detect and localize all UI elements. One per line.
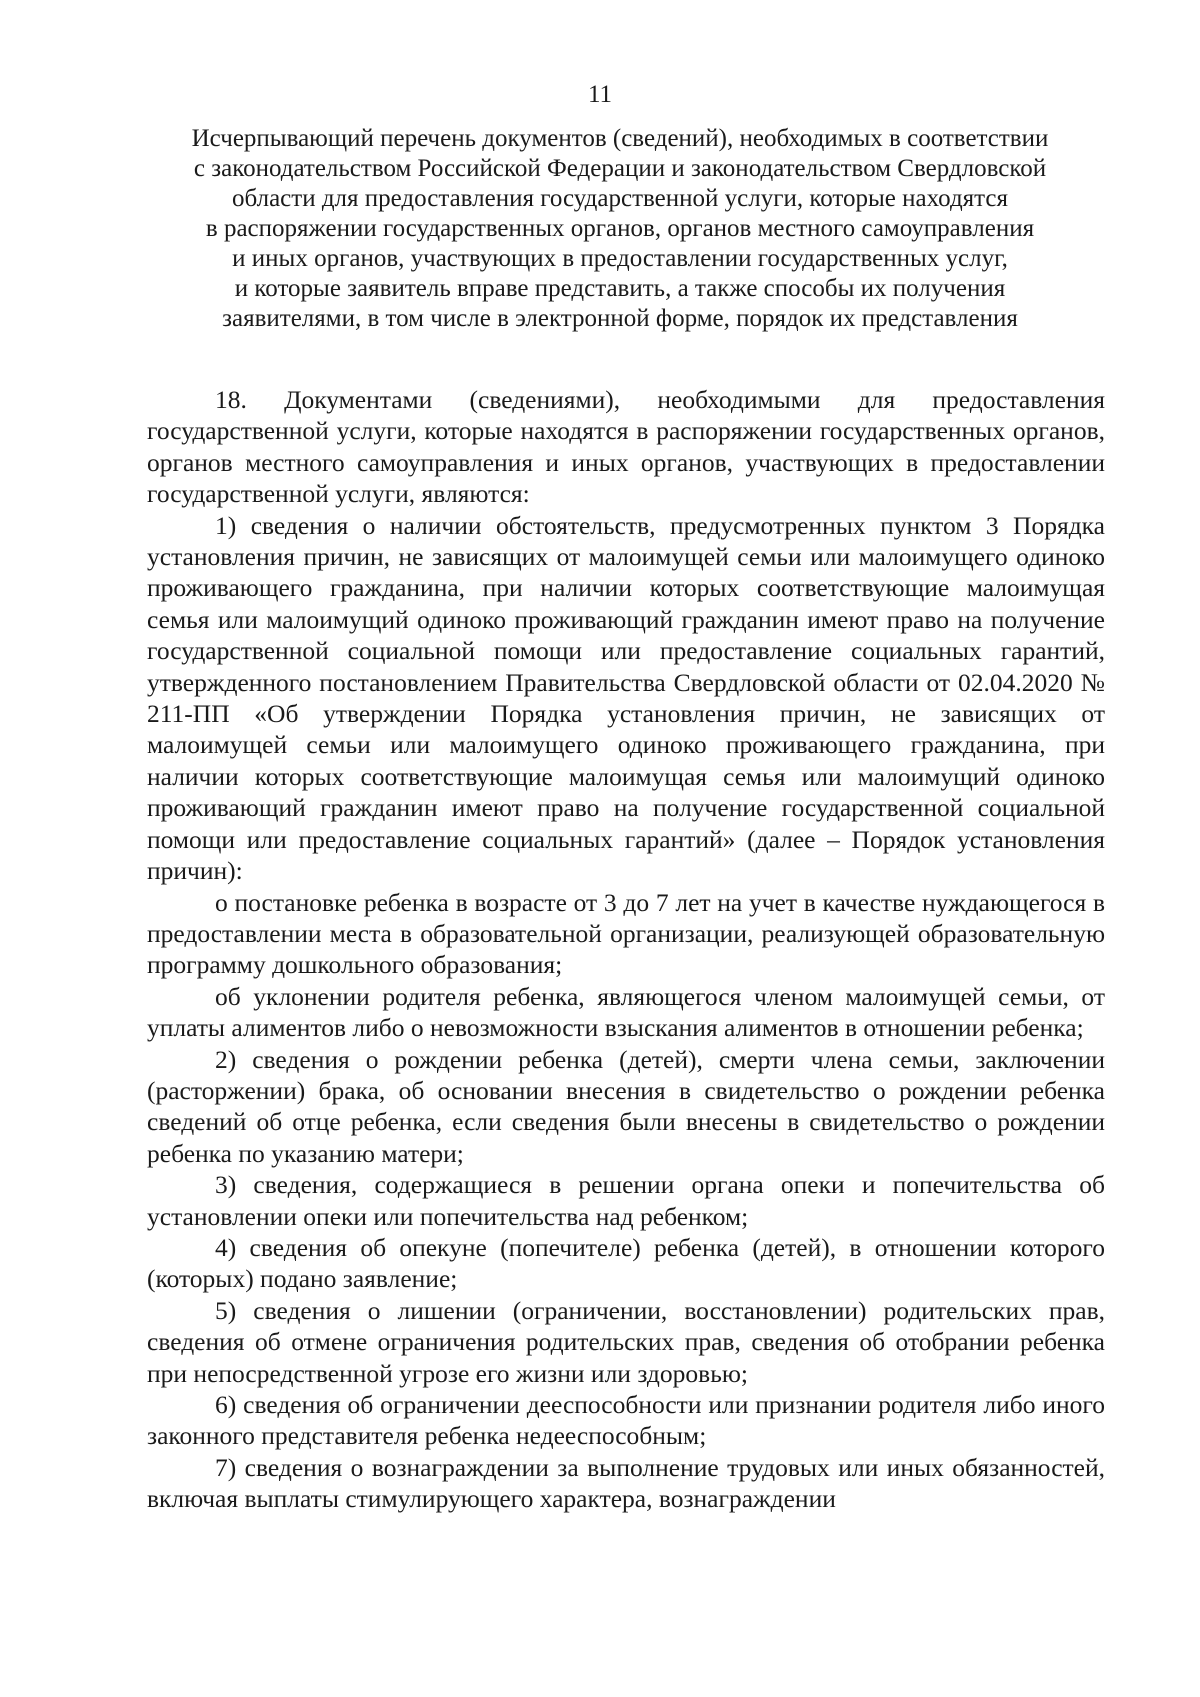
document-body [147,384,1105,1515]
section-heading [130,124,1110,334]
heading-line: заявителями, в том числе в электронной форме, порядок их представления [222,305,1018,332]
page-number: 11 [587,81,613,108]
heading-line: области для предоставления государственной услуги, которые находятся [232,185,1008,212]
heading-line: с законодательством Российской Федерации и законодательством Свердловской [193,155,1047,182]
heading-line: в распоряжении государственных органов, органов местного самоуправления [205,215,1035,242]
paragraph-subitem-5: 5) сведения о лишении (ограничении, восстановлении) родительских прав, сведения об отмене ограничения родительских прав, сведения об отобрании ребенка при непосредственной угрозе его жизни или здоровью; [147,1295,1105,1388]
paragraph-alimony: об уклонении родителя ребенка, являющегося членом малоимущей семьи, от уплаты алиментов либо о невозможности взыскания алиментов в отношении ребенка; [147,981,1105,1043]
paragraph-subitem-6: 6) сведения об ограничении дееспособности или признании родителя либо иного законного представителя ребенка недееспособным; [147,1390,1105,1451]
paragraph-subitem-3: 3) сведения, содержащиеся в решении органа опеки и попечительства об установлении опеки или попечительства над ребенком; [147,1170,1105,1231]
paragraph-subitem-1: 1) сведения о наличии обстоятельств, предусмотренных пунктом 3 Порядка установления причин, не зависящих от малоимущей семьи или малоимущего одиноко проживающего гражданина, при наличии которых соответствующие малоимущая семья или малоимущий одиноко проживающий гражданин имеют право на получение государственной социальной помощи или предоставление социальных гарантий, утвержденного постановлением Правительства Свердловской области от 02.04.2020 № 211-ПП «Об утверждении Порядка установления причин, не зависящих от малоимущей семьи или малоимущего одиноко проживающего гражданина, при наличии которых соответствующие малоимущая семья или малоимущий одиноко проживающий гражданин имеют право на получение государственной социальной помощи или предоставление социальных гарантий» (далее – Порядок установления причин): [147,510,1105,886]
paragraph-child-registration: о постановке ребенка в возрасте от 3 до 7 лет на учет в качестве нуждающегося в предоставлении места в образовательной организации, реализующей образовательную программу дошкольного образования; [147,887,1105,980]
heading-line: и иных органов, участвующих в предоставлении государственных услуг, [232,245,1008,272]
paragraph-subitem-7: 7) сведения о вознаграждении за выполнение трудовых или иных обязанностей, включая выплаты стимулирующего характера, вознаграждении [147,1452,1105,1514]
heading-line: Исчерпывающий перечень документов (сведений), необходимых в соответствии [191,125,1049,152]
paragraph-subitem-2: 2) сведения о рождении ребенка (детей), смерти члена семьи, заключении (расторжении) брака, об основании внесения в свидетельство о рождении ребенка сведений об отце ребенка, если сведения были внесены в свидетельство о рождении ребенка по указанию матери; [147,1044,1105,1168]
paragraph-item-18: 18. Документами (сведениями), необходимыми для предоставления государственной услуги, которые находятся в распоряжении государственных органов, органов местного самоуправления и иных органов, участвующих в предоставлении государственной услуги, являются: [147,385,1105,509]
heading-line: и которые заявитель вправе представить, а также способы их получения [234,275,1006,302]
paragraph-subitem-4: 4) сведения об опекуне (попечителе) ребенка (детей), в отношении которого (которых) подано заявление; [147,1232,1105,1294]
